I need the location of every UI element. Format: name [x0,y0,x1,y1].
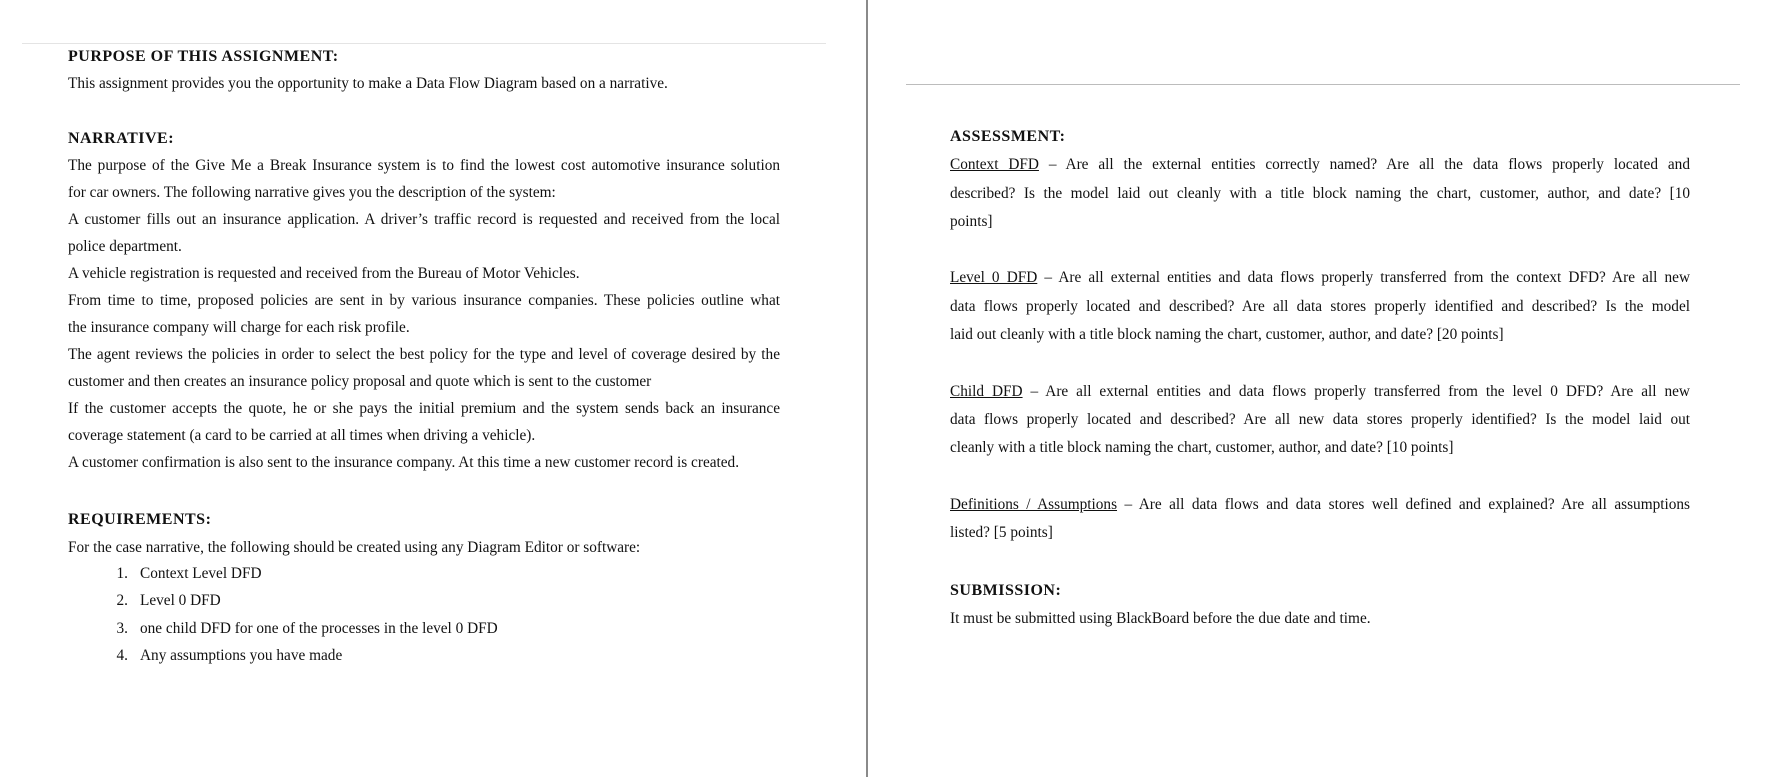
assessment-definitions-line: listed? [5 points] [950,524,1053,541]
definitions-text: – Are all data flows and data stores well defined and explained? Are all assumptions [1117,496,1691,513]
assessment-child-line [950,382,1690,402]
submission-heading: SUBMISSION: [950,582,1062,599]
narrative-heading: NARRATIVE: [68,130,175,147]
assessment-child-line: cleanly with a title block naming the chart, customer, author, and date? [10 points] [950,439,1454,456]
narrative-line: If the customer accepts the quote, he or she pays the initial premium and the system sends back an insurance [68,400,780,417]
narrative-line: the insurance company will charge for each risk profile. [68,319,410,336]
assessment-level0-line [950,268,1690,288]
requirement-number: 4. [116,647,128,664]
narrative-line: coverage statement (a card to be carried at all times when driving a vehicle). [68,427,536,444]
requirement-number: 2. [116,592,128,609]
level0-dfd-text: – Are all external entities and data flows properly transferred from the context DFD? Are all new [1037,269,1690,286]
requirements-intro: For the case narrative, the following should be created using any Diagram Editor or software: [68,539,641,556]
assessment-context-line [950,155,1690,175]
document-page-right [868,0,1776,777]
purpose-text: This assignment provides you the opportunity to make a Data Flow Diagram based on a narrative. [68,75,668,92]
narrative-line: A vehicle registration is requested and received from the Bureau of Motor Vehicles. [68,265,580,282]
submission-text: It must be submitted using BlackBoard before the due date and time. [950,610,1371,627]
requirement-item: one child DFD for one of the processes in the level 0 DFD [140,620,498,637]
narrative-line: A customer confirmation is also sent to the insurance company. At this time a new customer record is created. [68,454,740,471]
requirement-item: Context Level DFD [140,565,262,582]
document-page-left [0,0,866,777]
narrative-line: The agent reviews the policies in order to select the best policy for the type and level of coverage desired by the [68,346,780,363]
page-top-rule [906,84,1740,85]
assessment-heading: ASSESSMENT: [950,128,1066,145]
assessment-context-line: described? Is the model laid out cleanly with a title block naming the chart, customer, author, and date? [10 [950,185,1690,202]
narrative-line: From time to time, proposed policies are sent in by various insurance companies. These policies outline what [68,292,780,309]
context-dfd-text: – Are all the external entities correctly named? Are all the data flows properly located and [1038,156,1690,173]
assessment-level0-line: laid out cleanly with a title block naming the chart, customer, author, and date? [20 points] [950,326,1504,343]
child-dfd-text: – Are all external entities and data flows properly transferred from the level 0 DFD? Are all new [1022,383,1690,400]
assessment-child-line: data flows properly located and described? Are all new data stores properly identified? Is the model laid out [950,411,1690,428]
requirement-number: 1. [116,565,128,582]
narrative-line: police department. [68,238,182,255]
purpose-heading: PURPOSE OF THIS ASSIGNMENT: [68,48,339,65]
assessment-level0-line: data flows properly located and described? Are all data stores properly identified and described? Is the model [950,298,1690,315]
narrative-line: A customer fills out an insurance application. A driver’s traffic record is requested and received from the local [68,211,780,228]
narrative-line: customer and then creates an insurance policy proposal and quote which is sent to the customer [68,373,652,390]
narrative-line: for car owners. The following narrative gives you the description of the system: [68,184,556,201]
page-top-rule [22,43,826,44]
level0-dfd-title: Level 0 DFD [950,269,1038,286]
requirement-item: Level 0 DFD [140,592,221,609]
requirements-heading: REQUIREMENTS: [68,511,212,528]
definitions-title: Definitions / Assumptions [950,496,1118,513]
requirement-number: 3. [116,620,128,637]
requirement-item: Any assumptions you have made [140,647,343,664]
narrative-line: The purpose of the Give Me a Break Insurance system is to find the lowest cost automotive insurance solution [68,157,780,174]
context-dfd-title: Context DFD [950,156,1039,173]
child-dfd-title: Child DFD [950,383,1023,400]
assessment-definitions-line [950,495,1690,515]
assessment-context-line: points] [950,213,993,230]
